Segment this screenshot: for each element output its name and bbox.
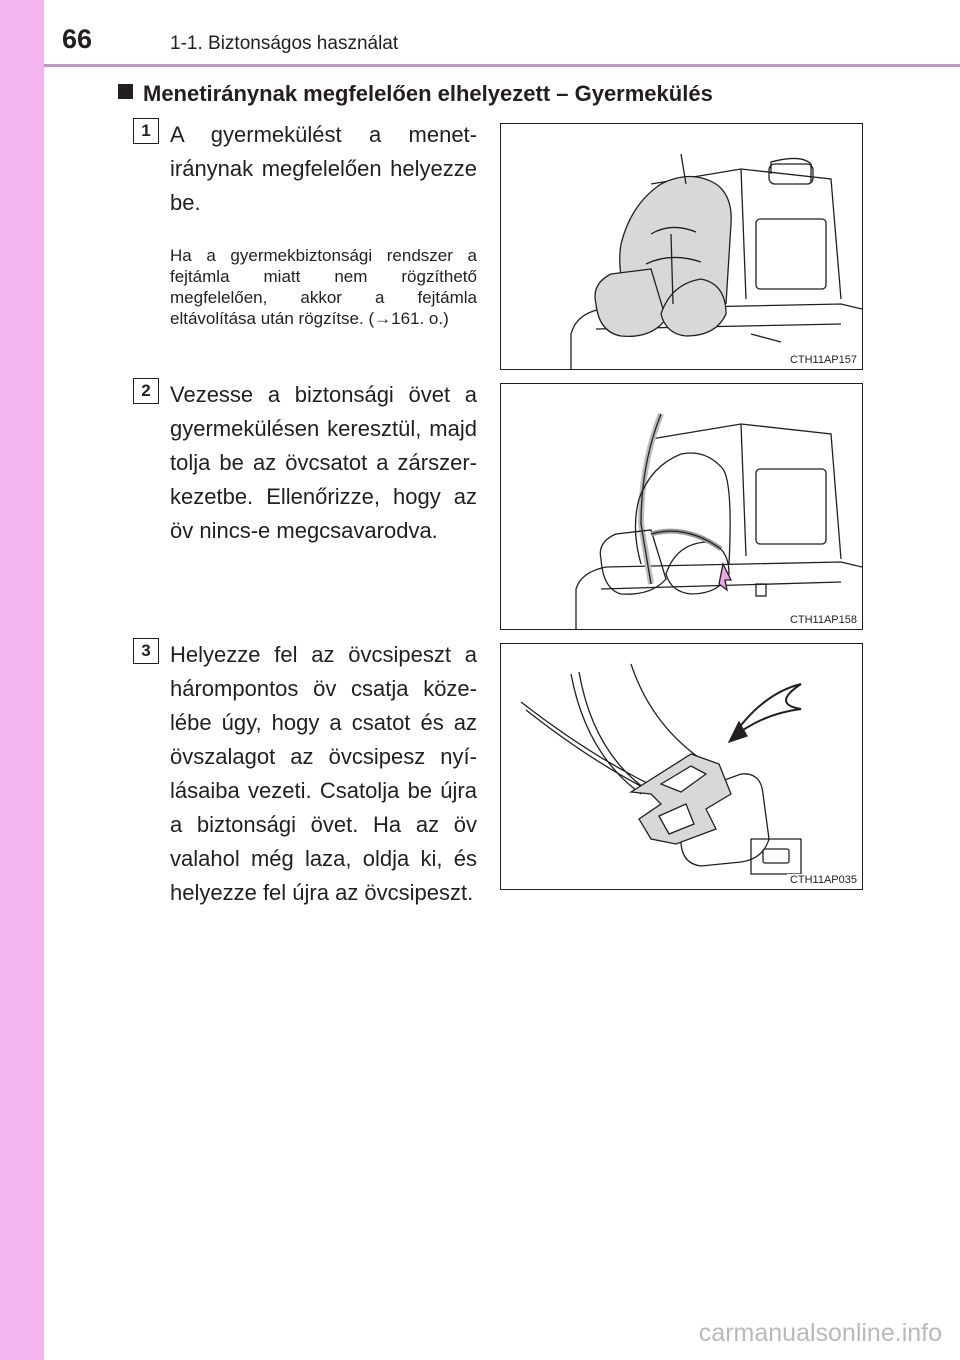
figure-seatbelt-routing	[500, 383, 863, 630]
square-bullet-icon	[118, 84, 133, 99]
section-heading	[118, 81, 713, 107]
figure-code-1: CTH11AP157	[787, 354, 857, 366]
watermark: carmanualsonline.info	[698, 1319, 942, 1347]
step-2-text: Vezesse a biztonsági övet a gyermekülésen keresztül, majd tolja be az övcsatot a zárszerkezetbe. Ellenőrizze, hogy az öv nincs-e megcsavarodva.	[170, 382, 477, 543]
section-title: Menetiránynak megfelelően elhelyezett – Gyermekülés	[143, 81, 713, 106]
figure-child-seat-placed	[500, 123, 863, 370]
step-1-text: A gyermekülést a menetiránynak megfelelően helyezze be.	[170, 122, 477, 215]
side-tab	[0, 0, 44, 1360]
header-rule	[44, 64, 960, 67]
step-number-2: 2	[133, 378, 159, 404]
step-1-note: Ha a gyermekbiztonsági rendszer a fejtámla miatt nem rögzíthető megfelelően, akkor a fejtámla eltávolítása után rögzítse. (→161. o.)	[170, 246, 477, 328]
figure-code-2: CTH11AP158	[787, 614, 857, 626]
page-number: 66	[62, 24, 93, 54]
chapter-title: 1-1. Biztonságos használat	[170, 33, 399, 54]
step-number-1: 1	[133, 118, 159, 144]
figure-code-3: CTH11AP035	[787, 874, 857, 886]
figure-locking-clip	[500, 643, 863, 890]
step-3-text: Helyezze fel az övcsipeszt a hárompontos öv csatja közelébe úgy, hogy a csatot és az övszalagot az övcsipesz nyílásaiba vezeti. Csatolja be újra a biztonsági övet. Ha az öv valahol még laza, oldja ki, és helyezze fel újra az övcsipeszt.	[170, 642, 477, 905]
step-number-3: 3	[133, 638, 159, 664]
